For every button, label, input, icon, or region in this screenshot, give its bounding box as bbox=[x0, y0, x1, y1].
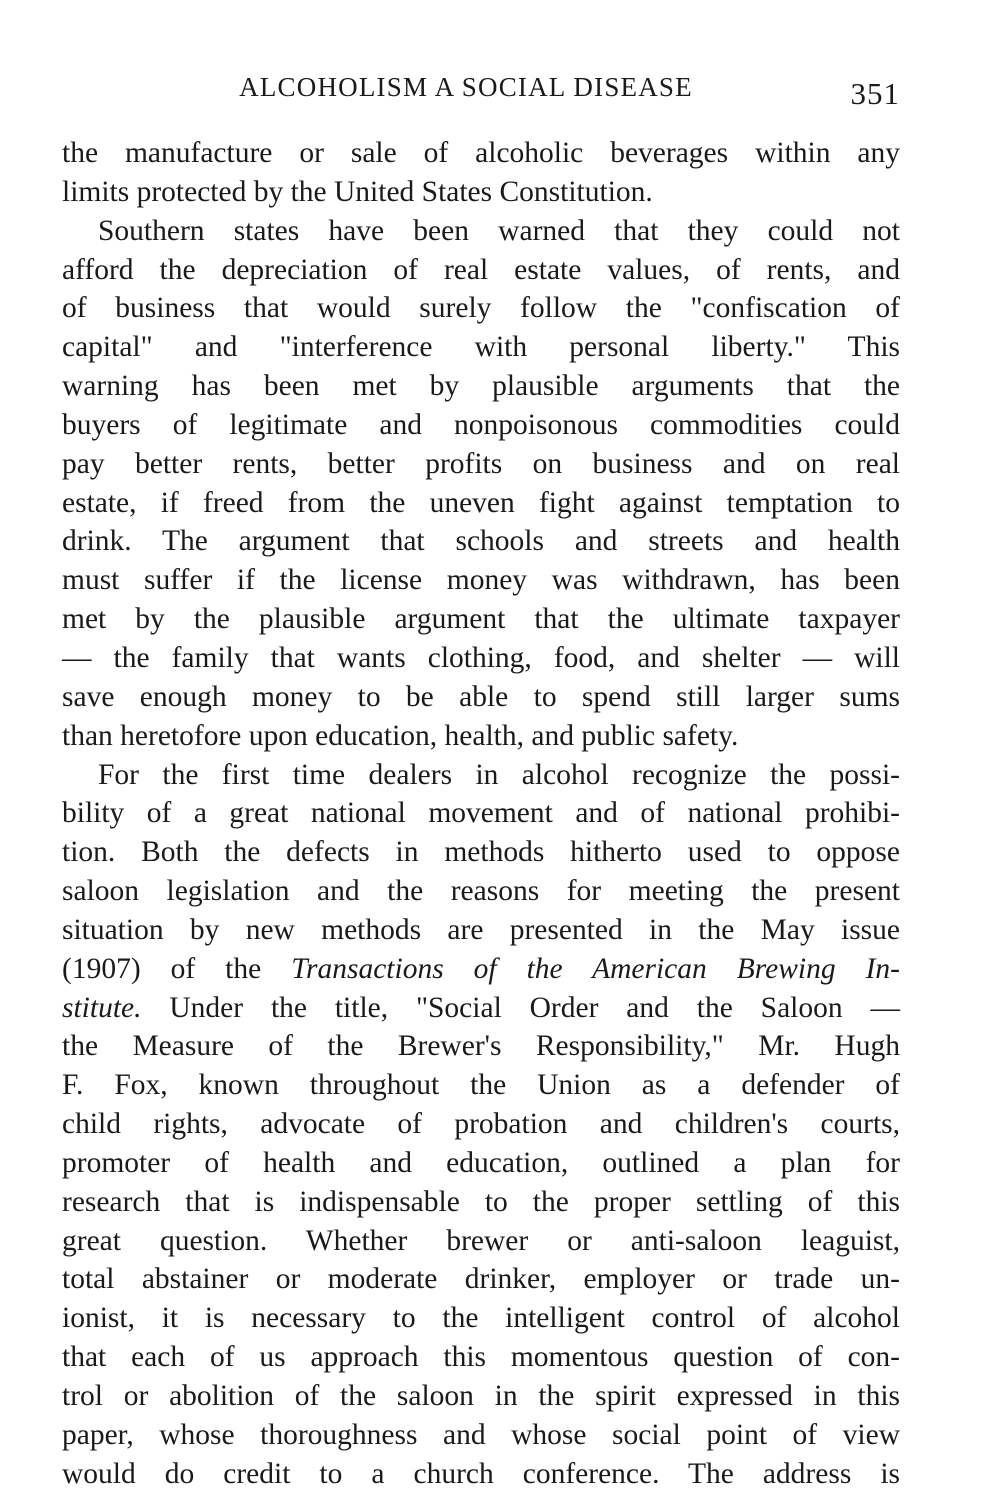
text-line: than heretofore upon education, health, and public safety. bbox=[62, 719, 739, 752]
text-line: great question. Whether brewer or anti-saloon leaguist, bbox=[62, 1224, 900, 1257]
text-line: saloon legislation and the reasons for meeting the present bbox=[62, 875, 900, 908]
text-line: would do credit to a church conference. The address is bbox=[62, 1457, 900, 1490]
body-text bbox=[62, 134, 900, 1494]
text-line: drink. The argument that schools and streets and health bbox=[62, 525, 900, 558]
text-run: Under the title, "Social Order and the Saloon — bbox=[141, 991, 900, 1024]
text-line: promoter of health and education, outlined a plan for bbox=[62, 1146, 900, 1179]
text-run: (1907) of the bbox=[62, 952, 292, 985]
text-line: afford the depreciation of real estate values, of rents, and bbox=[62, 253, 900, 286]
text-line: total abstainer or moderate drinker, employer or trade un- bbox=[62, 1263, 900, 1296]
text-line: F. Fox, known throughout the Union as a defender of bbox=[62, 1069, 900, 1102]
text-line: capital" and "interference with personal liberty." This bbox=[62, 331, 900, 364]
italic-title: stitute. bbox=[62, 991, 142, 1024]
text-line: situation by new methods are presented in the May issue bbox=[62, 913, 900, 946]
text-line: of business that would surely follow the "confiscation of bbox=[62, 292, 900, 325]
text-line: the manufacture or sale of alcoholic beverages within any bbox=[62, 137, 900, 169]
text-line: pay better rents, better profits on business and on real bbox=[62, 447, 900, 480]
text-line: save enough money to be able to spend still larger sums bbox=[62, 680, 900, 713]
text-line: must suffer if the license money was withdrawn, has been bbox=[62, 564, 900, 597]
text-line: Southern states have been warned that they could not bbox=[98, 214, 900, 247]
text-line-with-italic bbox=[62, 950, 900, 989]
text-line: child rights, advocate of probation and children's courts, bbox=[62, 1108, 900, 1141]
text-line: bility of a great national movement and of national prohibi- bbox=[62, 797, 900, 830]
text-line: limits protected by the United States Constitution. bbox=[62, 175, 653, 208]
text-line: For the first time dealers in alcohol recognize the possi- bbox=[98, 758, 900, 791]
text-line: — the family that wants clothing, food, and shelter — will bbox=[62, 641, 900, 674]
text-line: paper, whose thoroughness and whose social point of view bbox=[62, 1418, 900, 1451]
running-title: ALCOHOLISM A SOCIAL DISEASE bbox=[239, 72, 693, 102]
text-line: the Measure of the Brewer's Responsibility," Mr. Hugh bbox=[62, 1030, 900, 1063]
italic-title: Transactions of the American Brewing In- bbox=[291, 952, 900, 985]
text-line-with-italic bbox=[62, 989, 900, 1028]
text-line: trol or abolition of the saloon in the spirit expressed in this bbox=[62, 1380, 900, 1412]
page-number: 351 bbox=[850, 76, 900, 111]
text-line: tion. Both the defects in methods hitherto used to oppose bbox=[62, 836, 900, 869]
running-head bbox=[62, 70, 900, 110]
text-line: that each of us approach this momentous question of con- bbox=[62, 1341, 900, 1374]
text-line: estate, if freed from the uneven fight against temptation to bbox=[62, 486, 900, 519]
text-line: warning has been met by plausible arguments that the bbox=[62, 370, 900, 403]
text-line: buyers of legitimate and nonpoisonous commodities could bbox=[62, 408, 900, 441]
text-line: ionist, it is necessary to the intelligent control of alcohol bbox=[62, 1302, 900, 1335]
text-line: research that is indispensable to the proper settling of this bbox=[62, 1185, 900, 1218]
text-line: met by the plausible argument that the ultimate taxpayer bbox=[62, 603, 900, 636]
